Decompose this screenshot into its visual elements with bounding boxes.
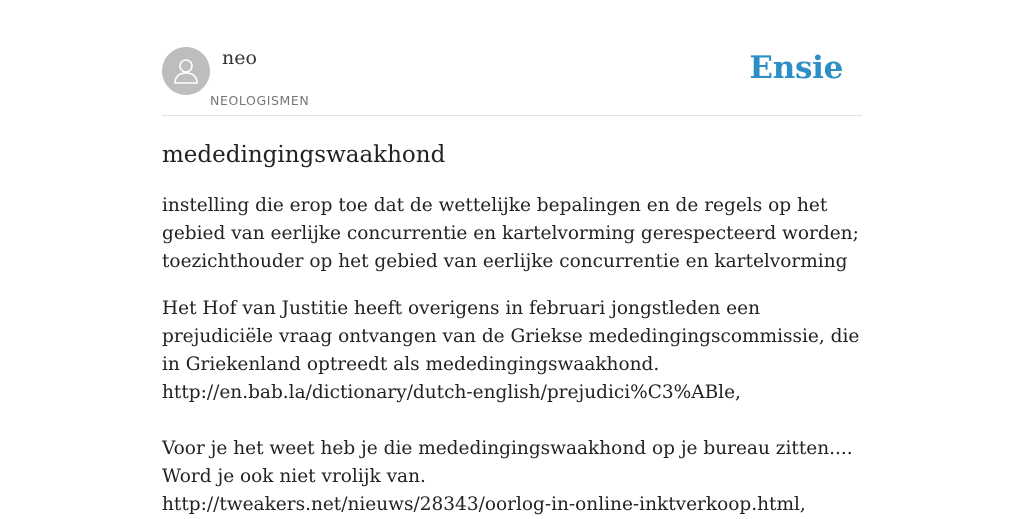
example-spacer: [162, 407, 862, 435]
entry-card: [162, 0, 862, 519]
example-text: Voor je het weet heb je die mededingingswaakhond op je bureau zitten.... Word je ook niet vrolijk van.: [162, 438, 853, 487]
example-text: Het Hof van Justitie heeft overigens in februari jongstleden een prejudiciële vraag ontvangen van de Griekse mededingingscommissie, die in Griekenland optreedt als mededingingswaakhond.: [162, 298, 860, 375]
example-source: http://tweakers.net/nieuws/28343/oorlog-in-online-inktverkoop.html,: [162, 494, 806, 515]
entry-header: [162, 0, 862, 116]
username-link[interactable]: neo: [222, 47, 257, 69]
avatar[interactable]: [162, 47, 210, 95]
entry-definition: instelling die erop toe dat de wettelijke bepalingen en de regels op het gebied van eerlijke concurrentie en kartelvorming gerespecteerd worden; toezichthouder op het gebied van eerlijke concurrentie en kartelvorming: [162, 195, 859, 272]
entry-title: mededingingswaakhond: [162, 142, 446, 168]
category-link[interactable]: NEOLOGISMEN: [210, 93, 310, 108]
entry-example: [162, 295, 862, 519]
example-source: http://en.bab.la/dictionary/dutch-english/prejudici%C3%ABle,: [162, 382, 741, 403]
brand-logo[interactable]: Ensie: [749, 50, 843, 86]
user-icon: [171, 56, 201, 86]
